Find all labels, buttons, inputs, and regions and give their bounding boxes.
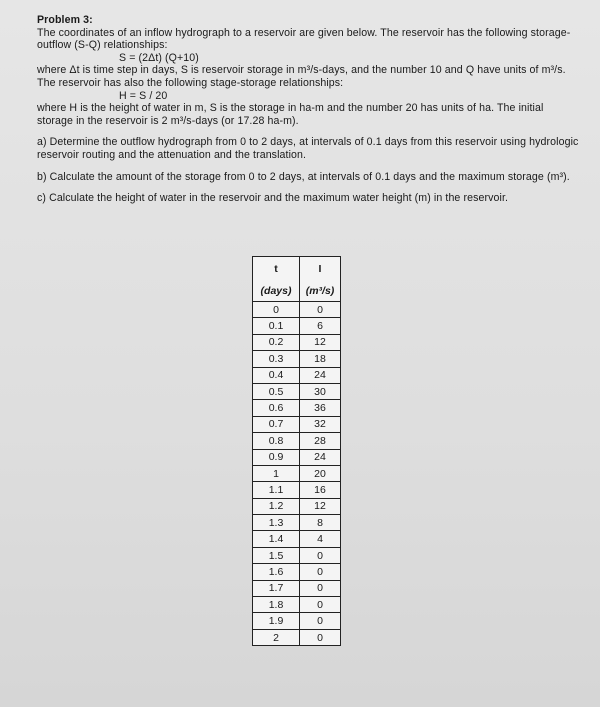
inflow-cell: 0 [300, 597, 341, 613]
time-column-header: t [253, 257, 300, 282]
where-paragraph-1: where Δt is time step in days, S is reservoir storage in m³/s-days, and the number 10 and Q have units of m³/s. [37, 64, 566, 77]
inflow-cell: 36 [300, 400, 341, 416]
time-cell: 0.6 [253, 400, 300, 416]
inflow-cell: 16 [300, 482, 341, 498]
inflow-cell: 24 [300, 449, 341, 465]
table-row [253, 498, 341, 514]
time-cell: 1.8 [253, 597, 300, 613]
time-cell: 0.4 [253, 367, 300, 383]
table-row [253, 351, 341, 367]
table-row [253, 580, 341, 596]
inflow-cell: 24 [300, 367, 341, 383]
table-row [253, 416, 341, 432]
table-row [253, 334, 341, 350]
problem-title: Problem 3: [37, 14, 93, 26]
time-cell: 1.1 [253, 482, 300, 498]
time-cell: 1.4 [253, 531, 300, 547]
where-paragraph-2: where H is the height of water in m, S is the storage in ha-m and the number 20 has units of ha. The initial storage in the reservoir is 2 m³/s-days (or 17.28 ha-m). [37, 102, 544, 127]
question-a: a) Determine the outflow hydrograph from 0 to 2 days, at intervals of 0.1 days from this reservoir using hydrologic reservoir routing and the attenuation and the translation. [37, 136, 579, 161]
table-row [253, 531, 341, 547]
inflow-cell: 28 [300, 433, 341, 449]
inflow-cell: 12 [300, 334, 341, 350]
table-row [253, 302, 341, 318]
inflow-cell: 0 [300, 580, 341, 596]
inflow-cell: 0 [300, 547, 341, 563]
time-cell: 1.9 [253, 613, 300, 629]
time-cell: 0 [253, 302, 300, 318]
time-cell: 1.5 [253, 547, 300, 563]
table-row [253, 564, 341, 580]
inflow-cell: 32 [300, 416, 341, 432]
inflow-hydrograph-table [252, 256, 341, 646]
time-cell: 0.9 [253, 449, 300, 465]
inflow-cell: 18 [300, 351, 341, 367]
table-row [253, 383, 341, 399]
time-cell: 1.7 [253, 580, 300, 596]
storage-outflow-equation: S = (2Δt) (Q+10) [119, 51, 199, 64]
table-row [253, 547, 341, 563]
inflow-cell: 0 [300, 302, 341, 318]
stage-storage-intro: The reservoir has also the following stage-storage relationships: [37, 76, 344, 89]
inflow-cell: 20 [300, 465, 341, 481]
inflow-cell: 0 [300, 613, 341, 629]
question-b: b) Calculate the amount of the storage from 0 to 2 days, at intervals of 0.1 days and the maximum storage (m³). [37, 170, 570, 183]
table-row [253, 318, 341, 334]
table-row [253, 400, 341, 416]
inflow-cell: 30 [300, 383, 341, 399]
table-row [253, 433, 341, 449]
table-row [253, 613, 341, 629]
time-cell: 1 [253, 465, 300, 481]
inflow-cell: 12 [300, 498, 341, 514]
inflow-cell: 4 [300, 531, 341, 547]
table-row [253, 629, 341, 645]
inflow-cell: 6 [300, 318, 341, 334]
stage-storage-equation: H = S / 20 [119, 89, 168, 102]
time-cell: 1.6 [253, 564, 300, 580]
time-cell: 0.2 [253, 334, 300, 350]
table-unit-row [253, 281, 341, 302]
time-cell: 0.1 [253, 318, 300, 334]
time-cell: 0.3 [253, 351, 300, 367]
time-cell: 0.7 [253, 416, 300, 432]
intro-paragraph: The coordinates of an inflow hydrograph to a reservoir are given below. The reservoir has the following storage-outflow (S-Q) relationships: [37, 26, 571, 52]
time-cell: 0.8 [253, 433, 300, 449]
inflow-cell: 0 [300, 564, 341, 580]
time-cell: 1.3 [253, 515, 300, 531]
inflow-unit-header: (m³/s) [300, 281, 341, 302]
table-row [253, 597, 341, 613]
table-row [253, 367, 341, 383]
time-unit-header: (days) [253, 281, 300, 302]
table-row [253, 515, 341, 531]
time-cell: 0.5 [253, 383, 300, 399]
problem-text [37, 14, 582, 205]
inflow-cell: 0 [300, 629, 341, 645]
time-cell: 1.2 [253, 498, 300, 514]
inflow-column-header: I [300, 257, 341, 282]
table-header-row [253, 257, 341, 282]
table-row [253, 482, 341, 498]
inflow-cell: 8 [300, 515, 341, 531]
time-cell: 2 [253, 629, 300, 645]
question-c: c) Calculate the height of water in the reservoir and the maximum water height (m) in the reservoir. [37, 192, 509, 205]
table-row [253, 449, 341, 465]
table-row [253, 465, 341, 481]
